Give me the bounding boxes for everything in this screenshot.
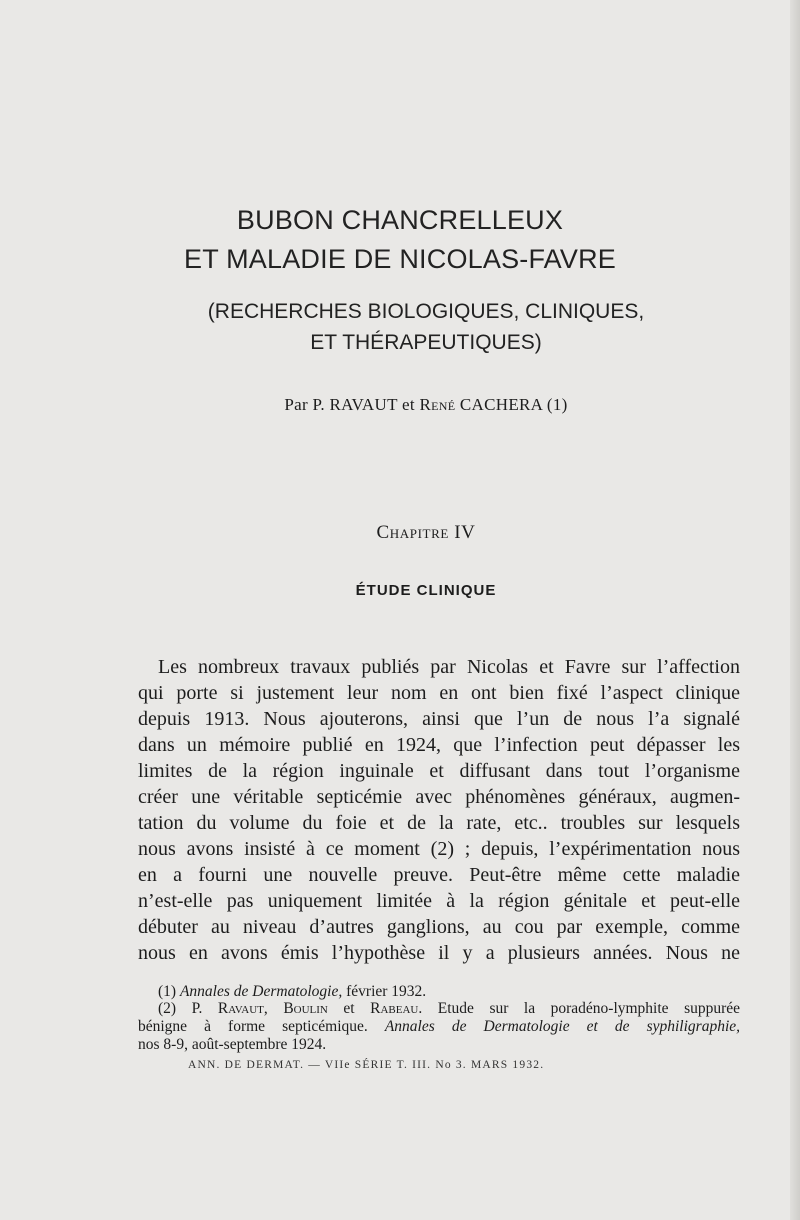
body-line: nous en avons émis l’hypothèse il y a plusieurs années. Nous ne [138,942,740,964]
byline-and: et [402,395,415,414]
section-heading: ÉTUDE CLINIQUE [355,582,497,599]
page-footer: ANN. DE DERMAT. — VIIe SÉRIE T. III. No 3. MARS 1932. [188,1059,545,1071]
footnote-2-number: (2) P. [158,1000,203,1017]
body-line: créer une véritable septicémie avec phénomènes généraux, augmen- [138,786,740,808]
body-line: limites de la région inguinale et diffusant dans tout l’organisme [138,760,740,782]
footnote-2-author-boulin: Boulin [283,1000,328,1017]
byline-prefix: Par P. [284,395,325,414]
footnote-2-et: et [343,1000,355,1017]
footnote-2-line1 [158,1000,740,1018]
author-ravaut: RAVAUT [329,395,398,414]
body-line: dans un mémoire publié en 1924, que l’infection peut dépasser les [138,734,740,756]
footnote-2-author-rabeau: Rabeau. [370,1000,423,1017]
body-line: tation du volume du foie et de la rate, etc.. troubles sur lesquels [138,812,740,834]
article-subtitle-line1: (RECHERCHES BIOLOGIQUES, CLINIQUES, [207,300,645,323]
body-line: en a fourni une nouvelle preuve. Peut-être même cette maladie [138,864,740,886]
body-line: Les nombreux travaux publiés par Nicolas et Favre sur l’affection [158,656,740,678]
footnote-1-date: février 1932. [346,983,427,1000]
page-edge-shadow [790,0,800,1220]
footnote-2-journal: Annales de Dermatologie et de syphiligraphie, [384,1018,741,1035]
footnote-2-title-a: Etude sur la poradéno-lymphite suppurée [437,1000,741,1017]
body-line: qui porte si justement leur nom en ont bien fixé l’aspect clinique [138,682,740,704]
footnote-2-issue: nos 8-9, août-septembre 1924. [138,1036,327,1053]
footnote-1 [158,983,426,1001]
author-rene: René [419,395,456,414]
body-line: débuter au niveau d’autres ganglions, au cou par exemple, comme [138,916,740,938]
footnote-1-journal: Annales de Dermatologie, [179,983,343,1000]
footnote-ref-1: (1) [546,395,568,414]
author-cachera: CACHERA [459,395,543,414]
article-title-line1: BUBON CHANCRELLEUX [236,205,564,235]
body-line: depuis 1913. Nous ajouterons, ainsi que l’un de nous l’a signalé [138,708,740,730]
body-line: n’est-elle pas uniquement limitée à la région génitale et peut-elle [138,890,740,912]
chapter-heading: Chapitre IV [376,522,476,543]
article-title-line2: ET MALADIE DE NICOLAS-FAVRE [183,244,616,274]
footnote-1-number: (1) [158,983,177,1000]
body-line: nous avons insisté à ce moment (2) ; depuis, l’expérimentation nous [138,838,740,860]
byline [26,395,800,415]
footnote-2-author-ravaut: Ravaut, [217,1000,268,1017]
footnote-2-line2 [138,1018,740,1036]
article-subtitle-line2: ET THÉRAPEUTIQUES) [310,331,542,354]
footnote-2-title-b: bénigne à forme septicémique. [138,1018,368,1035]
